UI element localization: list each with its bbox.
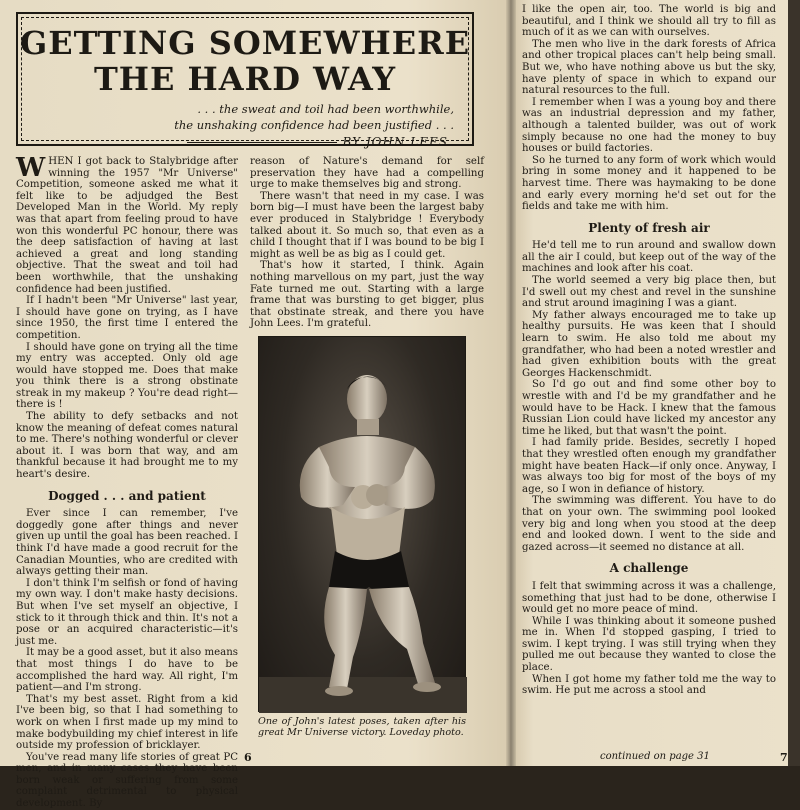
- paragraph: My father always encouraged me to take up healthy pursuits. He was keen that I should learn to swim. He also told me about my grandfather, who had been a noted wrestler and had given exhibition bouts with the great Georges Hackenschmidt.: [522, 309, 776, 379]
- spine-gutter: [506, 0, 516, 766]
- column-a: [16, 153, 238, 810]
- headline-line-2: THE HARD WAY: [93, 60, 397, 98]
- subheading: Plenty of fresh air: [588, 220, 710, 235]
- paragraph: The swimming was different. You have to do that on your own. The swimming pool looked very big and long when you stood at the deep end and looked down. I went to the side and gazed across—it seemed no distance at all.: [522, 495, 776, 553]
- standfirst-line-2: the unshaking confidence had been justified . . .: [174, 118, 454, 132]
- right-page: [510, 0, 800, 766]
- drop-cap: W: [16, 153, 46, 183]
- headline-line-1: GETTING SOMEWHERE: [19, 24, 471, 62]
- paragraph: If I hadn't been "Mr Universe" last year, I should have gone on trying, as I have since 1950, the first time I entered the competition.: [16, 295, 238, 341]
- page-number-right: 7: [780, 751, 788, 764]
- paragraph: It may be a good asset, but it also means that most things I do have to be accomplished the hard way. All right, I'm patient—and I'm strong.: [16, 647, 238, 694]
- paragraph: You've read many life stories of great PC men, and in many cases they have been born weak or suffering from some complaint detrimental to physical development. By: [16, 751, 238, 810]
- bodybuilder-figure: [259, 337, 467, 713]
- paragraph: reason of Nature's demand for self preservation they have had a compelling urge to make themselves big and strong.: [250, 156, 484, 191]
- byline-rule: [187, 142, 337, 143]
- page-number-left: 6: [244, 751, 252, 764]
- paragraph: So I'd go out and find some other boy to wrestle with and I'd be my grandfather and he would have to be Hack. I knew that the famous Russian Lion could have licked my ancestor any time he liked, but that wasn't the point.: [522, 379, 776, 437]
- paragraph: The world seemed a very big place then, but I'd swell out my chest and revel in the sunshine and strut around imagining I was a giant.: [522, 275, 776, 310]
- paragraph: Ever since I can remember, I've doggedly gone after things and never given up until the goal has been reached. I think I'd have made a good recruit for the Canadian Mounties, who are credited with always getting their man.: [16, 508, 238, 578]
- paragraph: I remember when I was a young boy and there was an industrial depression and my father, although a talented builder, was out of work simply because no one had the money to buy houses or build factories.: [522, 96, 776, 155]
- paragraph: When I got home my father told me the way to swim. He put me across a stool and: [522, 673, 776, 697]
- subheading: Dogged . . . and patient: [48, 488, 206, 503]
- column-b: [250, 156, 484, 330]
- paragraph: I had family pride. Besides, secretly I hoped that they wrestled often enough my grandfather might have beaten Hack—if only once. Anyway, I was always too big for most of the boys of my age, so I won in defiance of history.: [522, 437, 776, 495]
- paragraph: There wasn't that need in my case. I was born big—I must have been the largest baby ever produced in Stalybridge ! Everybody talked about it. So much so, that even as a child I thought that if I was bound to be big I might as well be as big as I could get.: [250, 190, 484, 260]
- photo-caption: One of John's latest poses, taken after his great Mr Universe victory. Loveday photo.: [258, 716, 466, 738]
- byline-text: BY JOHN LEES: [342, 135, 448, 149]
- paragraph: So he turned to any form of work which would bring in some money and it happened to be harvest time. There was haymaking to be done and early every morning he'd set out for the fields and take me with him.: [522, 154, 776, 213]
- paragraph: That's how it started, I think. Again nothing marvellous on my part, just the way Fate turned me out. Starting with a large frame that was bursting to get bigger, plus that obstinate streak, and there you have John Lees. I'm grateful.: [250, 260, 484, 330]
- continued-note: continued on page 31: [600, 751, 710, 762]
- title-box: [16, 12, 474, 149]
- paragraph: He'd tell me to run around and swallow down all the air I could, but keep out of the way of the machines and look after his coat.: [522, 240, 776, 275]
- paragraph: While I was thinking about it someone pushed me in. When I'd stopped gasping, I tried to swim. I kept trying. I was still trying when they pulled me out because they wanted to close the place.: [522, 615, 776, 674]
- standfirst-line-1: . . . the sweat and toil had been worthwhile,: [197, 102, 454, 116]
- paragraph: WHEN I got back to Stalybridge after winning the 1957 "Mr Universe" Competition, someone asked me what it felt like to be adjudged the Best Developed Man in the World. My reply was that apart from feeling proud to have won this wonderful PC honour, there was the deep satisfaction of having at last achieved a great and long standing objective. That the sweat and toil had been worthwhile, that the unshaking confidence had been justified.: [16, 153, 238, 295]
- paragraph: That's my best asset. Right from a kid I've been big, so that I had something to work on when I first made up my mind to make bodybuilding my chief interest in life outside my profession of bricklayer.: [16, 693, 238, 752]
- page-edge: [788, 0, 800, 766]
- bodybuilder-photo: [258, 336, 466, 762]
- paragraph: I should have gone on trying all the time my entry was accepted. Only old age would have stopped me. Does that make you think there is a strong obstinate streak in my makeup ? You're dead right—there is !: [16, 341, 238, 411]
- paragraph: I like the open air, too. The world is big and beautiful, and I think we should all try to fill as much of it as we can with ourselves.: [522, 4, 776, 39]
- byline: [187, 135, 448, 149]
- column-right: [522, 4, 776, 697]
- paragraph: The ability to defy setbacks and not know the meaning of defeat comes natural to me. There's nothing wonderful or clever about it. I was born that way, and am thankful because it had brought me to my heart's desire.: [16, 411, 238, 481]
- photo-frame: [258, 336, 466, 712]
- paragraph: The men who live in the dark forests of Africa and other tropical places can't help being small. But we, who have nothing above us but the sky, have plenty of space in which to expand our natural resources to the full.: [522, 38, 776, 97]
- paragraph: I don't think I'm selfish or fond of having my own way. I don't make hasty decisions. But when I've set myself an objective, I stick to it through thick and thin. It's not a pose or an acquired characteristic—it's just me.: [16, 577, 238, 647]
- subheading: A challenge: [609, 561, 689, 576]
- paragraph: I felt that swimming across it was a challenge, something that just had to be done, otherwise I would get no more peace of mind.: [522, 580, 776, 616]
